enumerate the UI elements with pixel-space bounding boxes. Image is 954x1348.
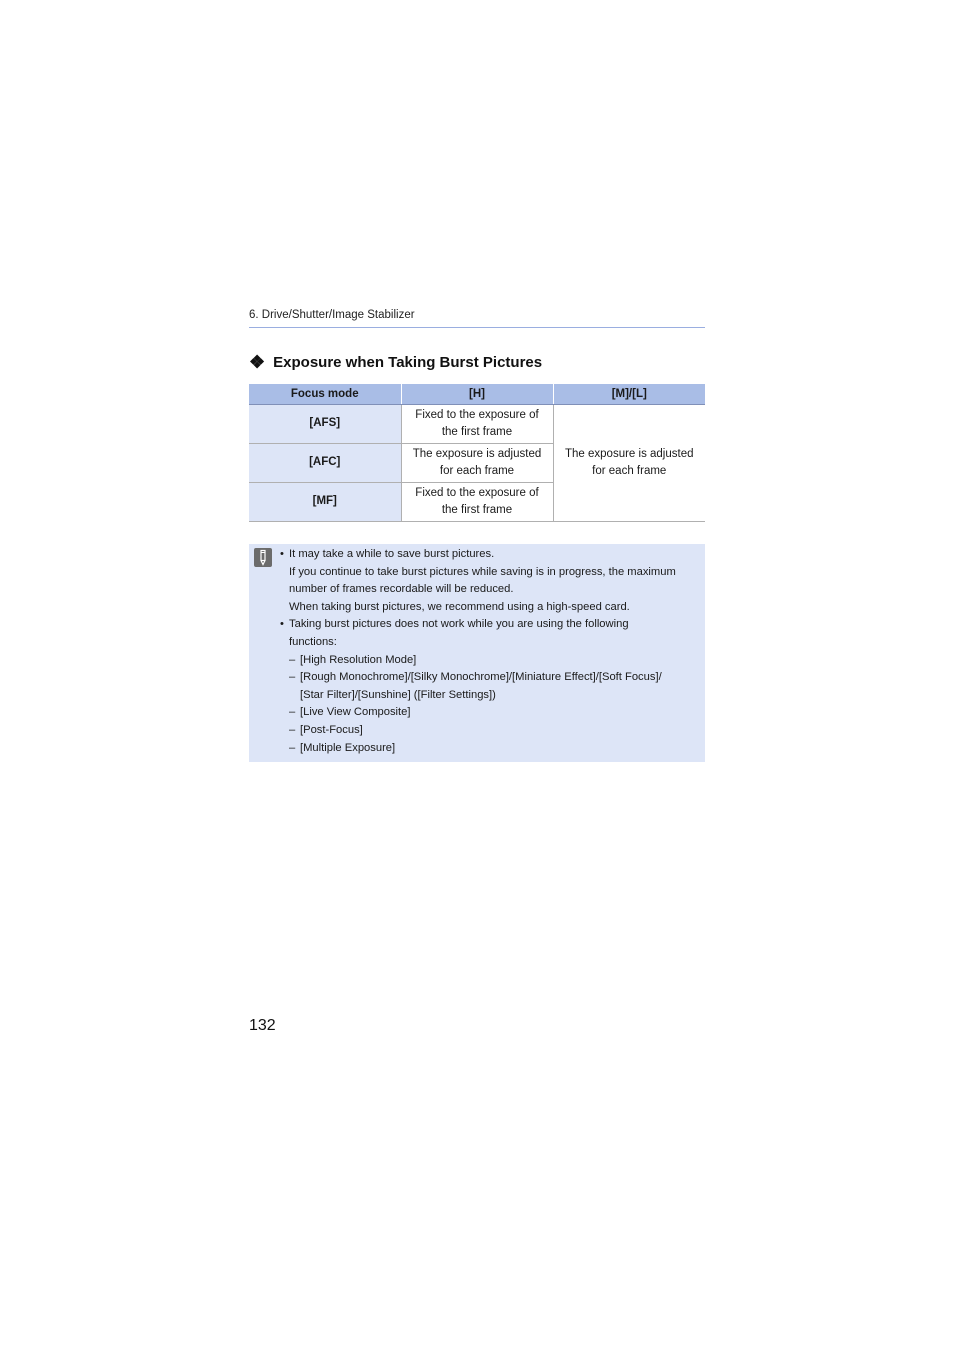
h-cell-line: the first frame (441, 504, 513, 516)
column-header-h: [H] (401, 384, 553, 405)
h-cell-line: Fixed to the exposure of (415, 408, 539, 421)
column-header-focus-mode: Focus mode (249, 384, 401, 405)
function-item (280, 652, 700, 670)
h-cell (401, 444, 553, 483)
function-item-text: [Rough Monochrome]/[Silky Monochrome]/[Miniature Effect]/[Soft Focus]/ (300, 671, 662, 684)
dash-mark: – (289, 706, 296, 719)
bullet-dot: • (280, 548, 284, 560)
dash-mark: – (289, 671, 296, 684)
dash-mark: – (289, 723, 296, 736)
dash-mark: – (289, 741, 296, 754)
note-box (249, 544, 705, 762)
note-line: number of frames recordable will be reduced. (289, 583, 514, 596)
focus-mode-cell: [AFS] (249, 405, 401, 444)
breadcrumb: 6. Drive/Shutter/Image Stabilizer (249, 309, 415, 321)
note-line: It may take a while to save burst pictures. (289, 548, 495, 560)
pencil-note-icon (254, 548, 272, 567)
note-line: Taking burst pictures does not work while you are using the following (289, 618, 629, 631)
function-item (280, 740, 700, 758)
dash-mark: – (289, 653, 296, 666)
bullet-dot: • (280, 618, 284, 631)
h-cell (401, 405, 553, 444)
note-bullet (280, 546, 700, 616)
header-divider (249, 327, 705, 328)
h-cell-line: the first frame (441, 426, 513, 438)
column-header-ml: [M]/[L] (553, 384, 705, 405)
page-number: 132 (249, 1017, 276, 1034)
h-cell-line: for each frame (439, 465, 515, 477)
ml-cell (553, 405, 705, 522)
note-line: functions: (289, 635, 337, 648)
section-title: Exposure when Taking Burst Pictures (273, 353, 543, 371)
function-item-text: [Multiple Exposure] (300, 741, 396, 754)
note-body (280, 546, 700, 757)
h-cell (401, 483, 553, 522)
function-item (280, 704, 700, 722)
ml-cell-line: for each frame (592, 465, 667, 477)
exposure-table (249, 384, 705, 522)
function-item-text: [Star Filter]/[Sunshine] ([Filter Settings]) (300, 688, 496, 701)
section-heading (249, 353, 542, 371)
table-row (249, 405, 705, 444)
function-item (280, 669, 700, 704)
h-cell-line: Fixed to the exposure of (415, 486, 539, 499)
function-item-text: [Post-Focus] (300, 723, 363, 736)
h-cell-line: The exposure is adjusted (412, 447, 542, 460)
ml-cell-line: The exposure is adjusted (565, 447, 694, 460)
note-bullet (280, 616, 700, 651)
table-header-row (249, 384, 705, 405)
function-item (280, 722, 700, 740)
note-line: When taking burst pictures, we recommend using a high-speed card. (289, 600, 630, 613)
note-line: If you continue to take burst pictures while saving is in progress, the maximum (289, 565, 676, 578)
function-item-text: [Live View Composite] (300, 706, 411, 719)
focus-mode-cell: [AFC] (249, 444, 401, 483)
focus-mode-cell: [MF] (249, 483, 401, 522)
function-item-text: [High Resolution Mode] (300, 653, 417, 666)
diamond-cluster-icon: ❖ (249, 352, 266, 372)
